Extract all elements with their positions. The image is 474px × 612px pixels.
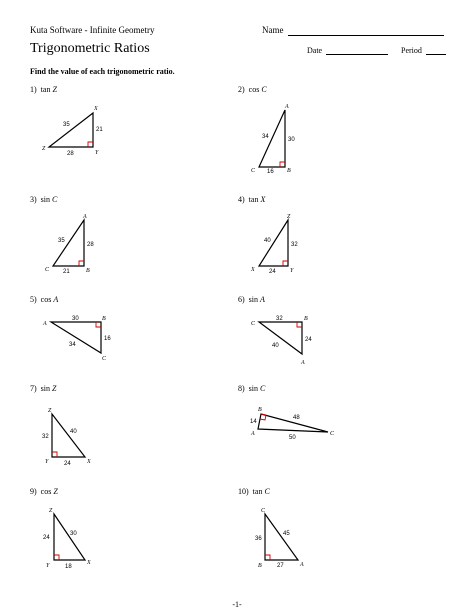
problem-number: 2) [238, 85, 245, 94]
vertex-label: Z [48, 408, 52, 414]
side-length: 32 [42, 434, 49, 440]
side-length: 40 [264, 238, 271, 244]
vertex-label: B [86, 268, 90, 274]
vertex-label: X [87, 560, 91, 566]
page-number: -1- [232, 600, 242, 609]
triangle-figure-3 [45, 214, 94, 275]
vertex-label: Z [287, 214, 291, 220]
trig-function: tan [252, 487, 263, 496]
triangle-figure-7 [42, 408, 91, 467]
problem-number: 10) [238, 487, 249, 496]
triangle-figure-10 [255, 508, 304, 569]
trig-angle: Z [53, 487, 58, 496]
trig-angle: A [53, 295, 59, 304]
trig-angle: C [52, 195, 58, 204]
triangle-figure-5 [42, 316, 111, 362]
vertex-label: Z [42, 146, 46, 152]
side-length: 40 [272, 343, 279, 349]
side-length: 16 [267, 169, 274, 175]
side-length: 14 [250, 419, 257, 425]
side-length: 35 [63, 122, 70, 128]
trig-function: tan [248, 195, 259, 204]
vertex-label: X [94, 106, 98, 112]
vertex-label: X [87, 459, 91, 465]
side-length: 32 [291, 242, 298, 248]
vertex-label: A [251, 431, 255, 437]
side-length: 34 [69, 342, 76, 348]
trig-function: sin [40, 195, 51, 204]
instructions: Find the value of each trigonometric ratio. [30, 67, 175, 76]
vertex-label: B [258, 563, 262, 569]
vertex-label: C [102, 356, 107, 362]
vertex-label: B [102, 316, 106, 322]
side-length: 24 [43, 535, 50, 541]
side-length: 21 [63, 269, 70, 275]
trig-function: cos [248, 85, 260, 94]
side-length: 24 [64, 461, 71, 467]
vertex-label: A [43, 321, 47, 327]
vertex-label: A [83, 214, 87, 220]
vertex-label: A [285, 104, 289, 110]
vertex-label: C [251, 168, 256, 174]
triangle-figure-6 [251, 316, 312, 366]
problem-number: 4) [238, 195, 245, 204]
problem-number: 1) [30, 85, 37, 94]
side-length: 16 [104, 336, 111, 342]
side-length: 21 [96, 127, 103, 133]
trig-function: sin [248, 384, 259, 393]
period-label: Period [401, 46, 422, 55]
vertex-label: X [251, 267, 255, 273]
vertex-label: B [258, 407, 262, 413]
vertex-label: C [251, 321, 256, 327]
vertex-label: Y [95, 150, 99, 156]
side-length: 30 [72, 316, 79, 322]
vertex-label: C [45, 267, 50, 273]
side-length: 45 [283, 531, 290, 537]
side-length: 18 [65, 564, 72, 570]
triangle-figure-8 [250, 407, 335, 441]
trig-function: cos [40, 295, 52, 304]
triangle-figure-1 [42, 106, 103, 157]
trig-angle: Z [52, 85, 57, 94]
trig-angle: C [264, 487, 270, 496]
vertex-label: Y [46, 563, 50, 569]
vertex-label: C [261, 508, 266, 514]
side-length: 24 [269, 269, 276, 275]
source-label: Kuta Software - Infinite Geometry [30, 25, 155, 35]
side-length: 40 [70, 429, 77, 435]
trig-function: sin [248, 295, 259, 304]
vertex-label: Z [49, 508, 53, 514]
side-length: 30 [288, 137, 295, 143]
trig-angle: C [260, 384, 266, 393]
trig-angle: Z [52, 384, 57, 393]
triangle-figure-4 [250, 214, 298, 275]
vertex-label: A [300, 562, 304, 568]
vertex-label: B [304, 316, 308, 322]
side-length: 32 [276, 316, 283, 322]
vertex-label: Y [290, 268, 294, 274]
problem-number: 7) [30, 384, 37, 393]
problem-number: 6) [238, 295, 245, 304]
side-length: 28 [67, 151, 74, 157]
trig-function: sin [40, 384, 51, 393]
trig-angle: X [260, 195, 266, 204]
page-title: Trigonometric Ratios [30, 41, 150, 56]
problem-number: 5) [30, 295, 37, 304]
triangle-figure-9 [43, 508, 91, 570]
trig-function: cos [40, 487, 52, 496]
vertex-label: A [301, 360, 305, 366]
date-label: Date [307, 46, 323, 55]
problem-number: 3) [30, 195, 37, 204]
name-label: Name [262, 25, 284, 35]
side-length: 27 [277, 563, 284, 569]
problem-number: 9) [30, 487, 37, 496]
side-length: 28 [87, 242, 94, 248]
side-length: 50 [289, 435, 296, 441]
side-length: 48 [293, 415, 300, 421]
trig-angle: A [260, 295, 265, 304]
triangle-figure-2 [251, 104, 295, 175]
trig-function: tan [40, 85, 51, 94]
side-length: 36 [255, 536, 262, 542]
problem-number: 8) [238, 384, 245, 393]
trig-angle: C [261, 85, 267, 94]
vertex-label: Y [45, 459, 49, 465]
side-length: 30 [70, 531, 77, 537]
side-length: 35 [58, 238, 65, 244]
side-length: 34 [262, 134, 269, 140]
side-length: 24 [305, 337, 312, 343]
vertex-label: C [330, 431, 335, 437]
vertex-label: B [287, 168, 291, 174]
